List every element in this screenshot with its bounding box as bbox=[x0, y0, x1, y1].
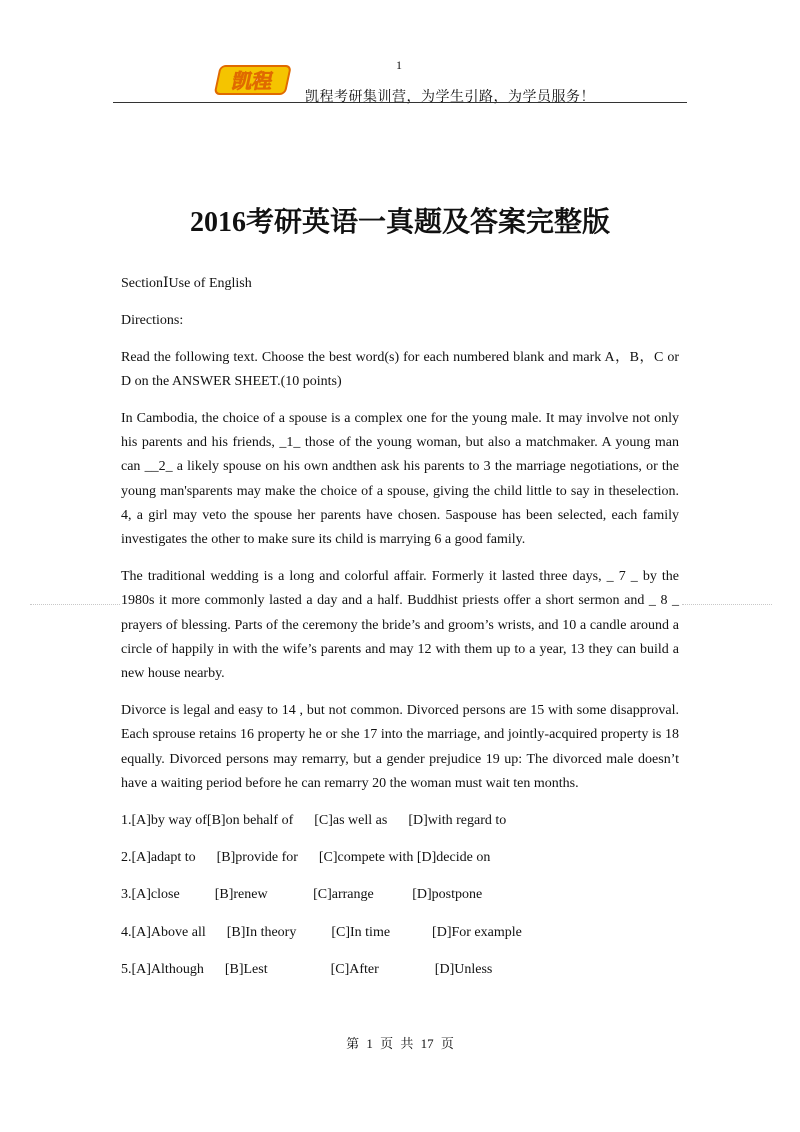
option-4: 4.[A]Above all [B]In theory [C]In time [D]For example bbox=[121, 924, 522, 940]
header-page-number: 1 bbox=[396, 58, 402, 72]
option-2: 2.[A]adapt to [B]provide for [C]compete with [D]decide on bbox=[121, 849, 491, 865]
option-1: 1.[A]by way of[B]on behalf of [C]as well as [D]with regard to bbox=[121, 812, 507, 828]
page-footer: 第 1 页 共 17 页 bbox=[346, 1036, 454, 1051]
document-body bbox=[121, 272, 679, 995]
answer-options bbox=[121, 809, 679, 982]
section-heading: SectionⅠUse of English bbox=[121, 276, 252, 291]
option-3: 3.[A]close [B]renew [C]arrange [D]postpone bbox=[121, 887, 483, 903]
svg-text:凯程: 凯程 bbox=[229, 69, 276, 93]
directions-text: Read the following text. Choose the best word(s) for each numbered blank and mark A，B，C or D on the ANSWER SHEET.(10 points) bbox=[121, 349, 679, 389]
passage-paragraph-1: In Cambodia, the choice of a spouse is a complex one for the young male. It may involve not only his parents and his friends, _1_ those of the young woman, but also a matchmaker. A young man can __2_ a likely spouse on his own andthen ask his parents to 3 the marriage negotiations, or the young man'sparents may make the choice of a spouse, giving the child little to say in theselection. 4, a girl may veto the spouse her parents have chosen. 5aspouse has been selected, each family investigates the other to make sure its child is marrying 6 a good family. bbox=[121, 410, 679, 548]
document-title: 2016考研英语一真题及答案完整版 bbox=[189, 207, 610, 238]
margin-dots-left bbox=[30, 604, 120, 605]
header-divider bbox=[113, 102, 687, 103]
directions-label: Directions: bbox=[121, 312, 184, 328]
passage-paragraph-2: The traditional wedding is a long and colorful affair. Formerly it lasted three days, _ 7 _ by the 1980s it more commonly lasted a day and a half. Buddhist priests offer a short sermon and _ 8 _ prayers of blessing. Parts of the ceremony the bride’s and groom’s wrists, and 10 a candle around a circle of happily in with the wife’s parents and may 12 with them up to a year, 13 they can build a new house nearby. bbox=[121, 568, 679, 682]
margin-dots-right bbox=[682, 604, 772, 605]
passage-paragraph-3: Divorce is legal and easy to 14 , but not common. Divorced persons are 15 with some disapproval. Each sprouse retains 16 property he or she 17 into the marriage, and jointly-acquired property is 18 equally. Divorced persons may remarry, but a gender prejudice 19 up: The divorced male doesn’t have a waiting period before he can remarry 20 the woman must wait ten months. bbox=[121, 702, 679, 791]
option-5: 5.[A]Although [B]Lest [C]After [D]Unless bbox=[121, 961, 493, 977]
header-tagline: 凯程考研集训营，为学生引路，为学员服务！ bbox=[305, 90, 595, 105]
kaicheng-logo bbox=[212, 60, 292, 100]
